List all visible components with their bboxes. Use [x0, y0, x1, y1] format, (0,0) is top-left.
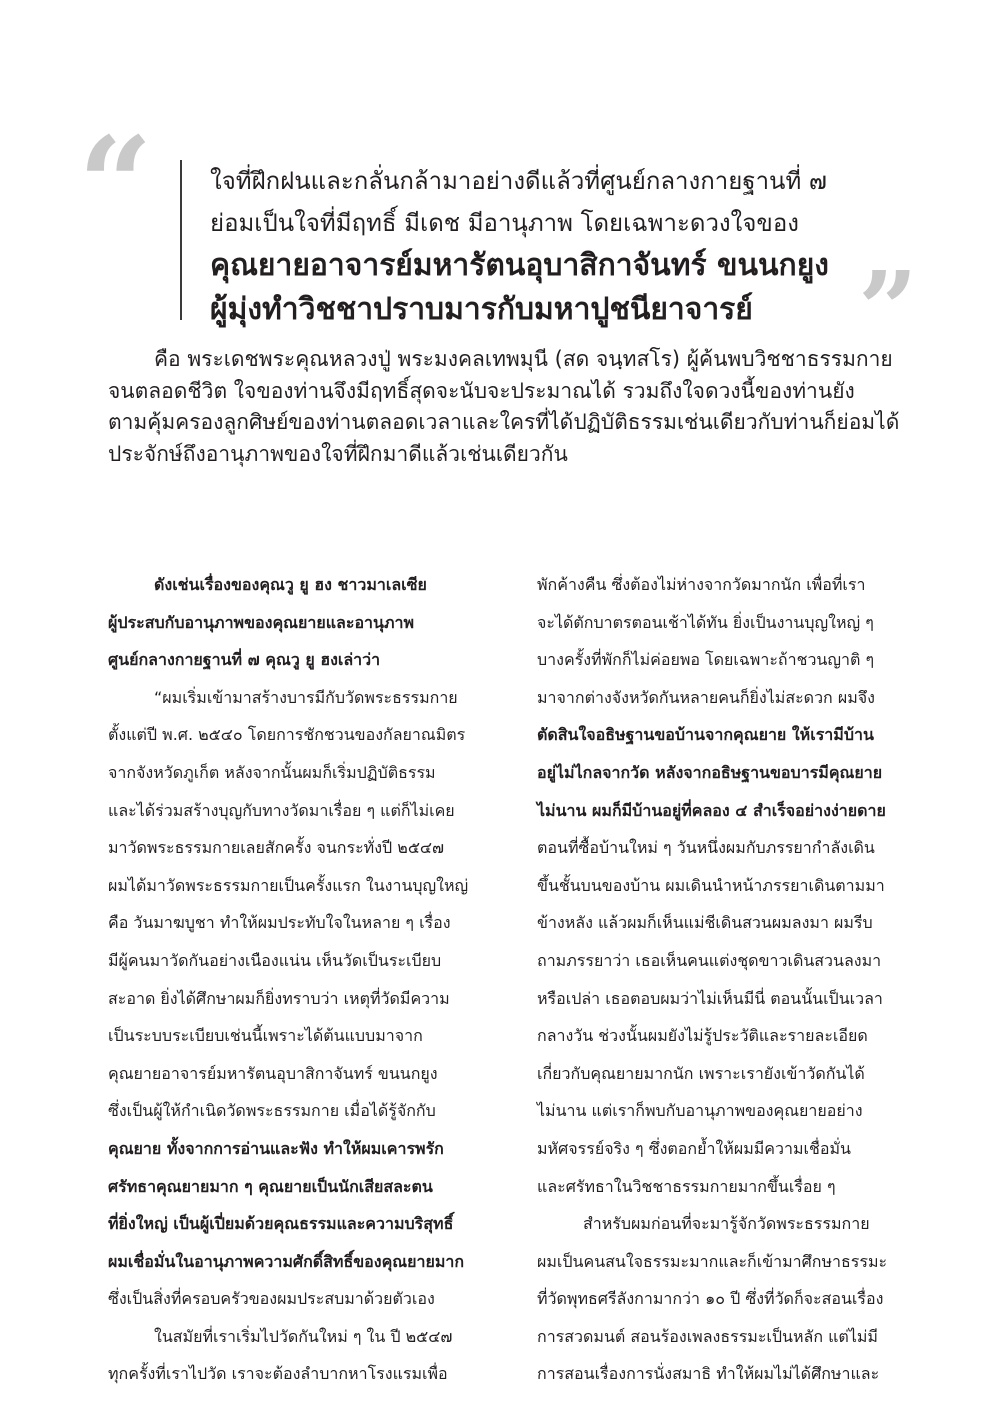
text-line: ไม่นาน แต่เราก็พบกับอานุภาพของคุณยายอย่าง — [537, 1101, 863, 1121]
pullquote-line: ใจที่ฝึกฝนและกลั่นกล้ามาอย่างดีแล้วที่ศูนย์กลางกายฐานที่ ๗ — [210, 167, 827, 195]
text-line: ผมเป็นคนสนใจธรรมะมากและก็เข้ามาศึกษาธรรมะ — [537, 1251, 888, 1271]
pullquote-rule — [180, 160, 182, 320]
intro-line: คือ พระเดชพระคุณหลวงปู่ พระมงคลเทพมุนี (สด จนฺทสโร) ผู้ค้นพบวิชชาธรรมกาย — [154, 347, 893, 371]
pullquote-line: ย่อมเป็นใจที่มีฤทธิ์ มีเดช มีอานุภาพ โดยเฉพาะดวงใจของ — [210, 209, 799, 237]
text-line: ในสมัยที่เราเริ่มไปวัดกันใหม่ ๆ ใน ปี ๒๕๔๗ — [154, 1326, 453, 1346]
text-line: กลางวัน ช่วงนั้นผมยังไม่รู้ประวัติและรายละเอียด — [537, 1026, 868, 1046]
text-line: คือ วันมาฆบูชา ทำให้ผมประทับใจในหลาย ๆ เรื่อง — [108, 913, 451, 933]
text-line: มาจากต่างจังหวัดกันหลายคนก็ยิ่งไม่สะดวก ผมจึง — [537, 687, 875, 707]
text-line: ผมเชื่อมั่นในอานุภาพความศักดิ์สิทธิ์ของคุณยายมาก — [108, 1251, 465, 1271]
pullquote-line: ผู้มุ่งทำวิชชาปราบมารกับมหาปูชนียาจารย์ — [210, 292, 753, 327]
text-line: ตั้งแต่ปี พ.ศ. ๒๕๔๐ โดยการชักชวนของกัลยาณมิตร — [108, 725, 466, 745]
text-line: คุณยาย ทั้งจากการอ่านและฟัง ทำให้ผมเคารพรัก — [108, 1138, 444, 1158]
text-line: ผู้ประสบกับอานุภาพของคุณยายและอานุภาพ — [108, 612, 415, 632]
pullquote — [210, 160, 870, 332]
text-line: สะอาด ยิ่งได้ศึกษาผมก็ยิ่งทราบว่า เหตุที่วัดมีความ — [108, 988, 450, 1008]
intro-line: ตามคุ้มครองลูกศิษย์ของท่านตลอดเวลาและใครที่ได้ปฏิบัติธรรมเช่นเดียวกับท่านก็ย่อมได้ — [108, 410, 900, 434]
text-line: การสวดมนต์ สอนร้องเพลงธรรมะเป็นหลัก แต่ไม่มี — [537, 1326, 878, 1346]
text-line: ข้างหลัง แล้วผมก็เห็นแม่ชีเดินสวนผมลงมา ผมรีบ — [537, 913, 873, 933]
text-line: สำหรับผมก่อนที่จะมารู้จักวัดพระธรรมกาย — [583, 1214, 870, 1234]
text-line: มาวัดพระธรรมกายเลยสักครั้ง จนกระทั่งปี ๒๕๔๗ — [108, 838, 445, 858]
intro-line: จนตลอดชีวิต ใจของท่านจึงมีฤทธิ์สุดจะนับจะประมาณได้ รวมถึงใจดวงนี้ของท่านยัง — [108, 378, 855, 403]
text-line: เป็นระบบระเบียบเช่นนี้เพราะได้ต้นแบบมาจาก — [108, 1026, 423, 1046]
text-line: ศรัทธาคุณยายมาก ๆ คุณยายเป็นนักเสียสละตน — [108, 1176, 433, 1196]
text-line: จะได้ตักบาตรตอนเช้าได้ทัน ยิ่งเป็นงานบุญใหญ่ ๆ — [537, 612, 874, 632]
text-line: หรือเปล่า เธอตอบผมว่าไม่เห็นมีนี่ ตอนนั้นเป็นเวลา — [537, 988, 883, 1008]
text-line: ทุกครั้งที่เราไปวัด เราจะต้องลำบากหาโรงแรมเพื่อ — [108, 1364, 448, 1384]
left-column — [108, 566, 503, 1393]
text-line: อยู่ไม่ไกลจากวัด หลังจากอธิษฐานขอบารมีคุณยาย — [537, 762, 883, 782]
text-line: ถามภรรยาว่า เธอเห็นคนแต่งชุดขาวเดินสวนลงมา — [537, 950, 882, 970]
text-line: ตอนที่ซื้อบ้านใหม่ ๆ วันหนึ่งผมกับภรรยากำลังเดิน — [537, 838, 875, 858]
pullquote-line: คุณยายอาจารย์มหารัตนอุบาสิกาจันทร์ ขนนกยูง — [210, 248, 829, 283]
text-line: ผมได้มาวัดพระธรรมกายเป็นครั้งแรก ในงานบุญใหญ่ — [108, 875, 469, 895]
text-line: ดังเช่นเรื่องของคุณวู ยู ฮง ชาวมาเลเซีย — [154, 575, 427, 594]
text-line: ซึ่งเป็นสิ่งที่ครอบครัวของผมประสบมาด้วยตัวเอง — [108, 1289, 435, 1309]
text-line: ที่วัดพุทธศรีลังกามากว่า ๑๐ ปี ซึ่งที่วัดก็จะสอนเรื่อง — [537, 1289, 884, 1309]
text-line: ไม่นาน ผมก็มีบ้านอยู่ที่คลอง ๔ สำเร็จอย่างง่ายดาย — [537, 800, 886, 820]
text-line: การสอนเรื่องการนั่งสมาธิ ทำให้ผมไม่ได้ศึกษาและ — [537, 1364, 880, 1384]
text-line: คุณยายอาจารย์มหารัตนอุบาสิกาจันทร์ ขนนกยูง — [108, 1063, 438, 1083]
text-line: และได้ร่วมสร้างบุญกับทางวัดมาเรื่อย ๆ แต่ก็ไม่เคย — [108, 800, 455, 820]
text-line: ขึ้นชั้นบนของบ้าน ผมเดินนำหน้าภรรยาเดินตามมา — [537, 875, 885, 895]
open-quote-icon: “ — [78, 108, 153, 261]
text-line: จากจังหวัดภูเก็ต หลังจากนั้นผมก็เริ่มปฏิบัติธรรม — [108, 762, 436, 782]
text-line: ตัดสินใจอธิษฐานขอบ้านจากคุณยาย ให้เรามีบ้าน — [537, 725, 874, 745]
text-line: ศูนย์กลางกายฐานที่ ๗ คุณวู ยู ฮงเล่าว่า — [108, 650, 381, 670]
text-line: และศรัทธาในวิชชาธรรมกายมากขึ้นเรื่อย ๆ — [537, 1176, 836, 1196]
text-line: มหัศจรรย์จริง ๆ ซึ่งตอกย้ำให้ผมมีความเชื่อมั่น — [537, 1138, 851, 1158]
text-line: บางครั้งที่พักก็ไม่ค่อยพอ โดยเฉพาะถ้าชวนญาติ ๆ — [537, 650, 875, 670]
text-line: พักค้างคืน ซึ่งต้องไม่ห่างจากวัดมากนัก เพื่อที่เรา — [537, 575, 866, 594]
close-quote-icon: ” — [858, 248, 918, 371]
text-line: “ผมเริ่มเข้ามาสร้างบารมีกับวัดพระธรรมกาย — [154, 687, 458, 707]
right-column — [537, 566, 932, 1393]
text-line: เกี่ยวกับคุณยายมากนัก เพราะเรายังเข้าวัดกันได้ — [537, 1063, 865, 1083]
intro-paragraph — [108, 344, 928, 470]
text-line: ที่ยิ่งใหญ่ เป็นผู้เปี่ยมด้วยคุณธรรมและความบริสุทธิ์ — [108, 1214, 454, 1234]
text-line: ซึ่งเป็นผู้ให้กำเนิดวัดพระธรรมกาย เมื่อได้รู้จักกับ — [108, 1101, 436, 1121]
intro-line: ประจักษ์ถึงอานุภาพของใจที่ฝึกมาดีแล้วเช่นเดียวกัน — [108, 441, 568, 466]
text-line: มีผู้คนมาวัดกันอย่างเนืองแน่น เห็นวัดเป็นระเบียบ — [108, 950, 442, 970]
